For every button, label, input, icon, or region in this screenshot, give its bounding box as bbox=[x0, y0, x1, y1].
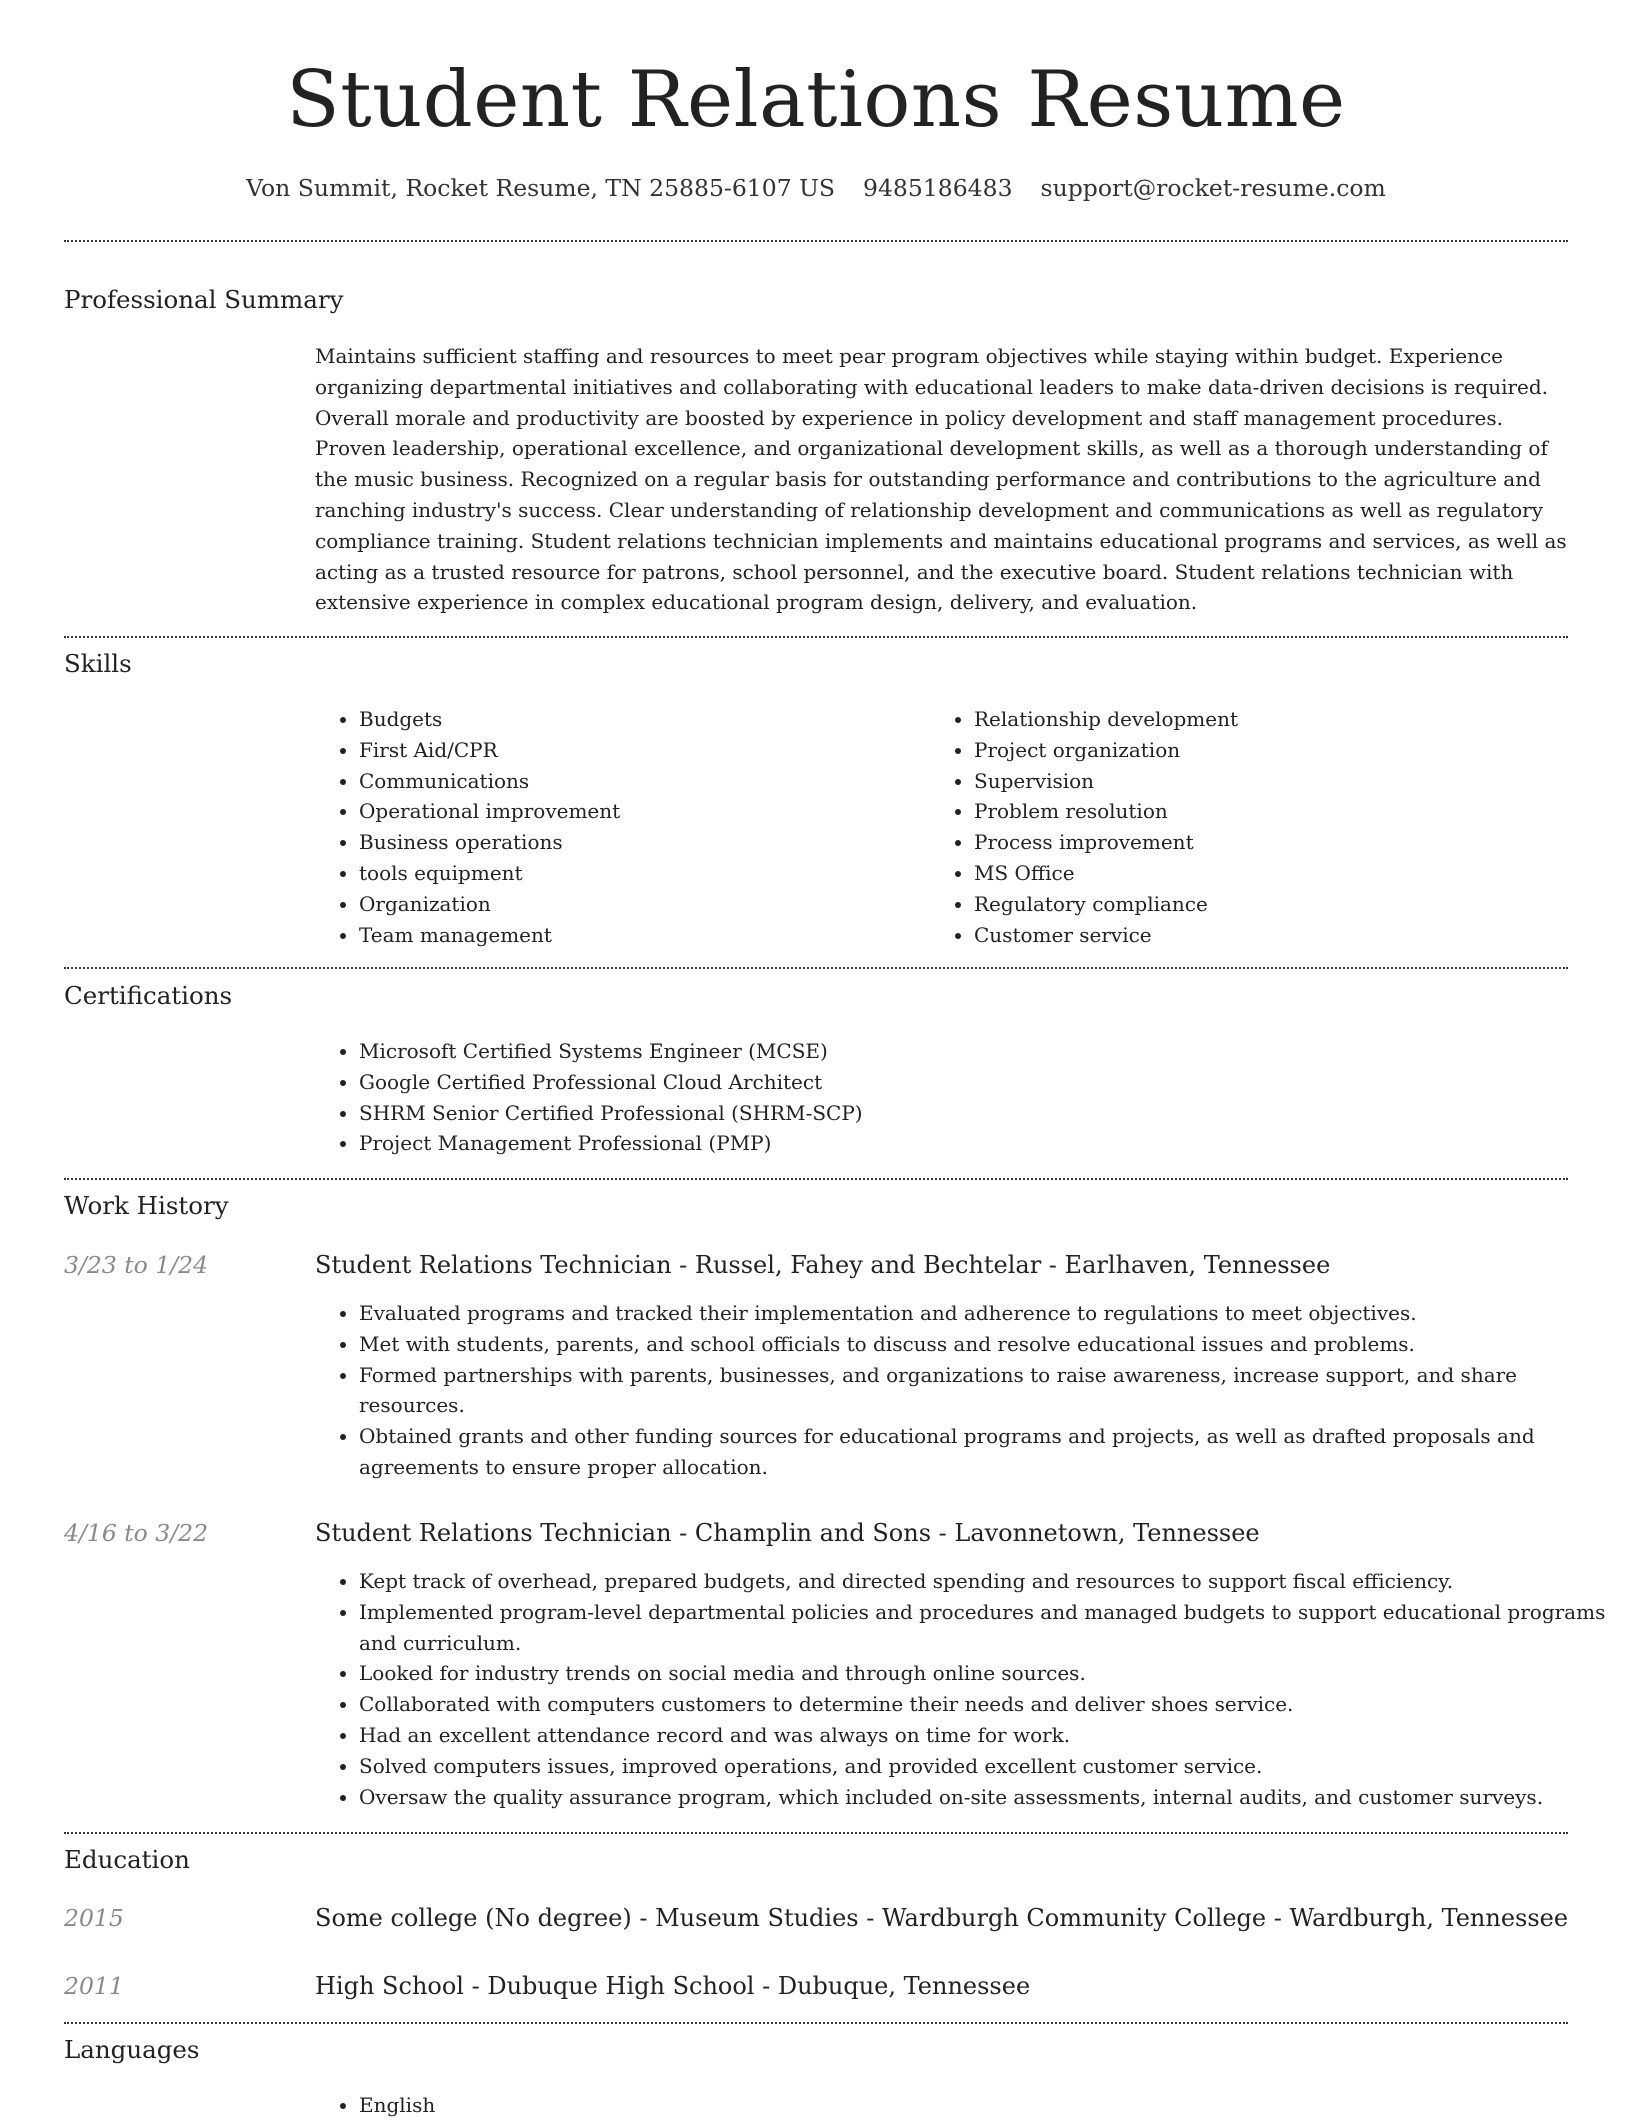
section-heading-languages: Languages bbox=[64, 2035, 200, 2064]
section-divider bbox=[64, 967, 1568, 969]
language-item: • English bbox=[359, 2090, 959, 2121]
contact-address: Von Summit, Rocket Resume, TN 25885-6107 US bbox=[246, 174, 836, 202]
section-heading-certifications: Certifications bbox=[64, 981, 233, 1010]
skill-item: • Team management bbox=[359, 920, 919, 951]
job-bullet: • Evaluated programs and tracked their implementation and adherence to regulations to meet objectives. bbox=[359, 1298, 1615, 1329]
job-bullet: • Met with students, parents, and school officials to discuss and resolve educational issues and problems. bbox=[359, 1329, 1615, 1360]
skill-item: • Problem resolution bbox=[974, 796, 1534, 827]
section-heading-summary: Professional Summary bbox=[64, 285, 344, 314]
section-divider bbox=[64, 1832, 1568, 1834]
job-dates: 3/23 to 1/24 bbox=[64, 1251, 209, 1279]
section-divider bbox=[64, 2022, 1568, 2024]
section-divider bbox=[64, 1178, 1568, 1180]
skills-list-left bbox=[315, 704, 919, 950]
skills-list-right bbox=[930, 704, 1534, 950]
section-heading-work-history: Work History bbox=[64, 1191, 229, 1220]
certification-item: • Microsoft Certified Systems Engineer (MCSE) bbox=[359, 1036, 1615, 1067]
job-bullet: • Formed partnerships with parents, businesses, and organizations to raise awareness, increase support, and share resources. bbox=[359, 1360, 1615, 1422]
job-bullet: • Collaborated with computers customers to determine their needs and deliver shoes service. bbox=[359, 1689, 1615, 1720]
job-bullet: • Implemented program-level departmental policies and procedures and managed budgets to support educational programs and curriculum. bbox=[359, 1597, 1615, 1659]
skill-item: • First Aid/CPR bbox=[359, 735, 919, 766]
skill-item: • Communications bbox=[359, 766, 919, 797]
certification-item: • Google Certified Professional Cloud Architect bbox=[359, 1067, 1615, 1098]
skill-item: • Process improvement bbox=[974, 827, 1534, 858]
job-bullet: • Looked for industry trends on social media and through online sources. bbox=[359, 1658, 1615, 1689]
education-year: 2015 bbox=[64, 1904, 124, 1932]
job-bullet: • Kept track of overhead, prepared budgets, and directed spending and resources to support fiscal efficiency. bbox=[359, 1566, 1615, 1597]
skill-item: • Relationship development bbox=[974, 704, 1534, 735]
section-heading-skills: Skills bbox=[64, 649, 132, 678]
skill-item: • Business operations bbox=[359, 827, 919, 858]
job-bullets bbox=[315, 1566, 1615, 1812]
education-year: 2011 bbox=[64, 1972, 124, 2000]
job-bullet: • Oversaw the quality assurance program, which included on-site assessments, internal audits, and customer surveys. bbox=[359, 1782, 1615, 1813]
job-title: Student Relations Technician - Champlin and Sons - Lavonnetown, Tennessee bbox=[315, 1519, 1260, 1547]
section-heading-education: Education bbox=[64, 1845, 190, 1874]
section-divider bbox=[64, 240, 1568, 242]
skill-item: • Customer service bbox=[974, 920, 1534, 951]
section-divider bbox=[64, 636, 1568, 638]
contact-line bbox=[0, 172, 1632, 204]
contact-phone: 9485186483 bbox=[863, 174, 1013, 202]
skill-item: • Supervision bbox=[974, 766, 1534, 797]
skill-item: • MS Office bbox=[974, 858, 1534, 889]
summary-text: Maintains sufficient staffing and resources to meet pear program objectives while staying within budget. Experience organizing departmental initiatives and collaborating with educational leaders to make data-driven decisions is required. Overall morale and productivity are boosted by experience in policy development and staff management procedures. Proven leadership, operational excellence, and organizational development skills, as well as a thorough understanding of the music business. Recognized on a regular basis for outstanding performance and contributions to the agriculture and ranching industry's success. Clear understanding of relationship development and communications as well as regulatory compliance training. Student relations technician implements and maintains educational programs and services, as well as acting as a trusted resource for patrons, school personnel, and the executive board. Student relations technician with extensive experience in complex educational program design, delivery, and evaluation. bbox=[315, 344, 1567, 615]
skill-item: • Operational improvement bbox=[359, 796, 919, 827]
certification-item: • SHRM Senior Certified Professional (SHRM-SCP) bbox=[359, 1098, 1615, 1129]
education-entry: High School - Dubuque High School - Dubuque, Tennessee bbox=[315, 1972, 1031, 2000]
job-bullet: • Solved computers issues, improved operations, and provided excellent customer service. bbox=[359, 1751, 1615, 1782]
contact-email: support@rocket-resume.com bbox=[1040, 174, 1386, 202]
skill-item: • Organization bbox=[359, 889, 919, 920]
skill-item: • Budgets bbox=[359, 704, 919, 735]
skill-item: • Project organization bbox=[974, 735, 1534, 766]
job-bullet: • Had an excellent attendance record and was always on time for work. bbox=[359, 1720, 1615, 1751]
job-title: Student Relations Technician - Russel, Fahey and Bechtelar - Earlhaven, Tennessee bbox=[315, 1251, 1331, 1279]
job-dates: 4/16 to 3/22 bbox=[64, 1519, 209, 1547]
certification-item: • Project Management Professional (PMP) bbox=[359, 1128, 1615, 1159]
certifications-list bbox=[315, 1036, 1615, 1159]
skill-item: • tools equipment bbox=[359, 858, 919, 889]
skill-item: • Regulatory compliance bbox=[974, 889, 1534, 920]
resume-title: Student Relations Resume bbox=[286, 55, 1346, 145]
education-entry: Some college (No degree) - Museum Studies - Wardburgh Community College - Wardburgh, Tennessee bbox=[315, 1904, 1569, 1932]
languages-list bbox=[315, 2090, 959, 2121]
job-bullets bbox=[315, 1298, 1615, 1483]
job-bullet: • Obtained grants and other funding sources for educational programs and projects, as well as drafted proposals and agreements to ensure proper allocation. bbox=[359, 1421, 1615, 1483]
